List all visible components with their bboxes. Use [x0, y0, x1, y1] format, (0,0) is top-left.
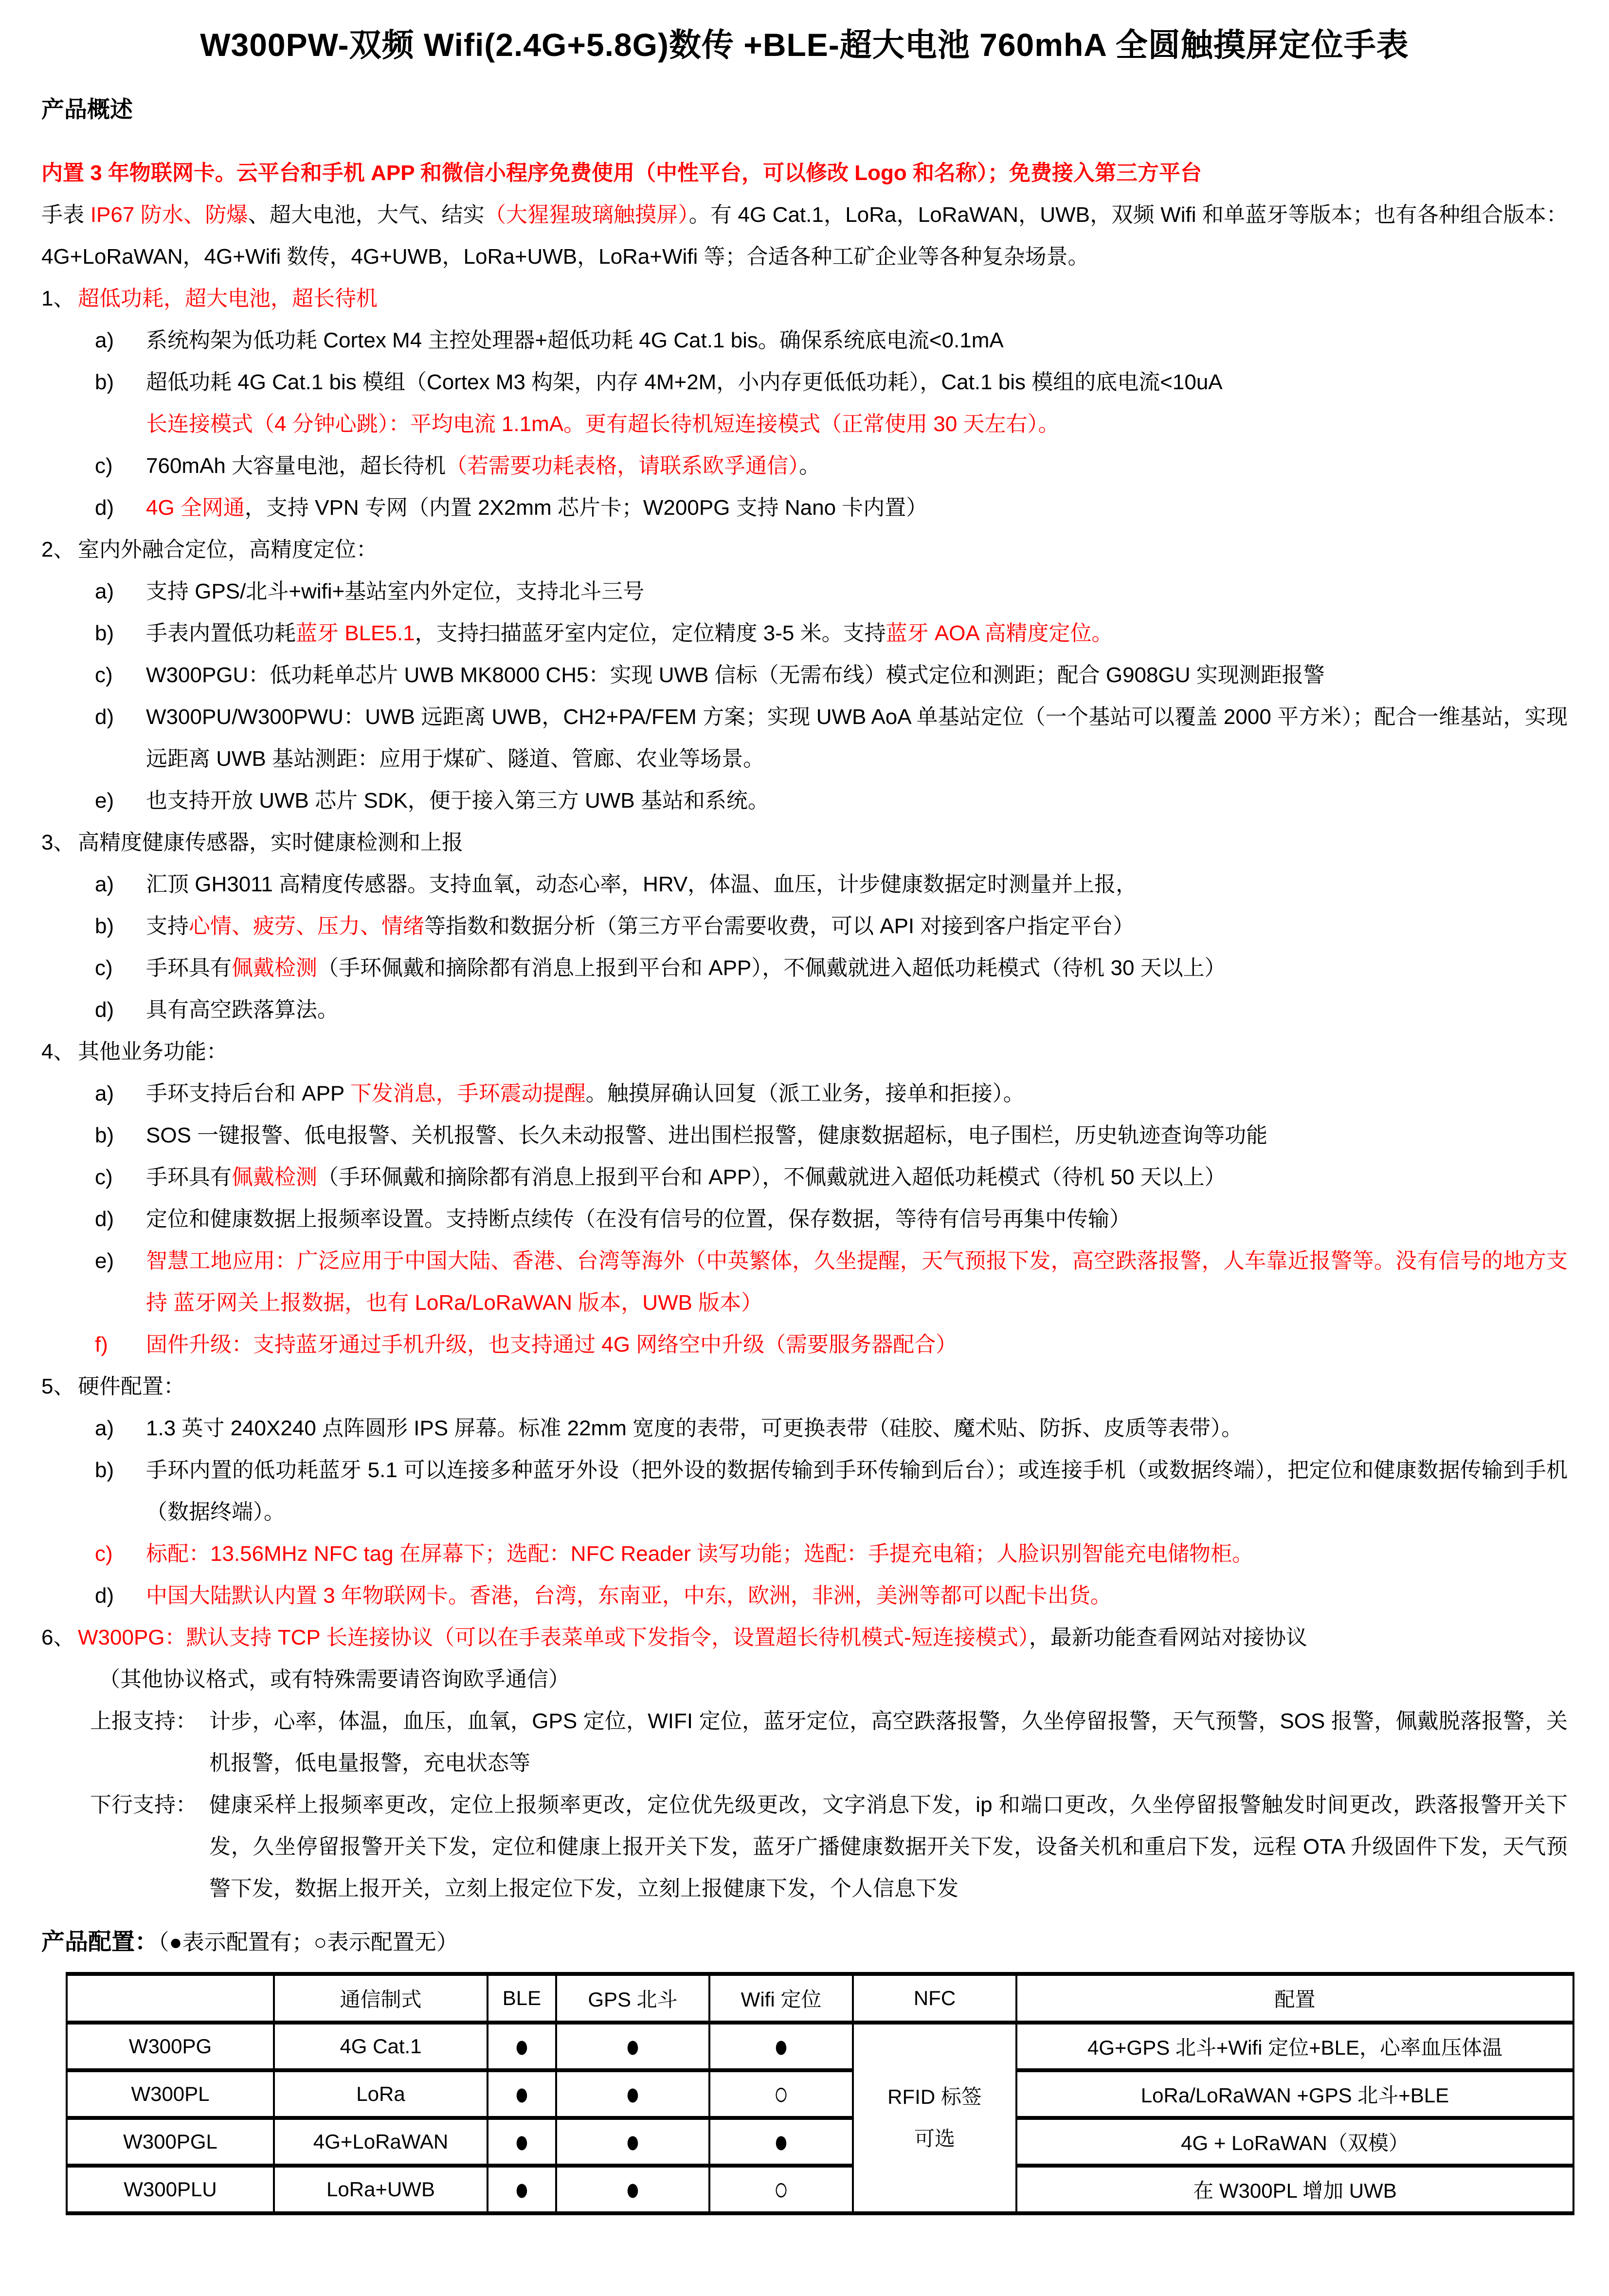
red-emphasis: 心情、疲劳、压力、情绪 — [189, 914, 424, 938]
item-text: 系统构架为低功耗 Cortex M4 主控处理器+超低功耗 4G Cat.1 bis。确保系统底电流<0.1mA — [146, 328, 1004, 352]
text-segment: （手环佩戴和摘除都有消息上报到平台和 APP），不佩戴就进入超低功耗模式（待机 30 天以上） — [317, 956, 1226, 980]
text-segment: ，最新功能查看网站对接协议 — [1029, 1626, 1307, 1649]
comm-cell: 4G+LoRaWAN — [274, 2118, 488, 2166]
open-circle-icon: ○ — [774, 2075, 789, 2112]
item-text: 也支持开放 UWB 芯片 SDK，便于接入第三方 UWB 基站和系统。 — [146, 789, 769, 813]
item-text — [146, 613, 1568, 654]
product-config-table — [66, 1972, 1574, 2215]
header-wifi: Wifi 定位 — [709, 1974, 853, 2023]
uplink-label: 上报支持： — [90, 1709, 197, 1733]
item-text: 智慧工地应用：广泛应用于中国大陆、香港、台湾等海外（中英繁体，久坐提醒，天气预报下发，高空跌落报警，人车靠近报警等。没有信号的地方支持 蓝牙网关上报数据，也有 LoRa/LoRaWAN 版本，UWB 版本） — [146, 1249, 1568, 1315]
nfc-span-cell — [853, 2023, 1016, 2213]
header-nfc: NFC — [853, 1974, 1016, 2023]
table-row — [67, 2166, 1573, 2213]
list-item-4f — [95, 1324, 1568, 1366]
item-marker: c) — [95, 1165, 113, 1189]
table-row — [67, 2118, 1573, 2166]
item-text — [146, 487, 1568, 529]
text-segment: 等指数和数据分析（第三方平台需要收费，可以 API 对接到客户指定平台） — [424, 914, 1135, 938]
text-segment: 手环具有 — [146, 1165, 232, 1189]
item-marker: f) — [95, 1333, 108, 1356]
list-item-2e — [95, 780, 1568, 822]
filled-circle-icon: ● — [625, 2075, 640, 2112]
red-emphasis: 蓝牙 AOA 高精度定位。 — [886, 621, 1113, 645]
section-6-heading — [41, 1617, 1568, 1659]
wifi-cell — [709, 2118, 853, 2166]
header-model — [67, 1974, 274, 2023]
filled-circle-icon: ● — [774, 2027, 789, 2064]
list-item-5d — [95, 1575, 1568, 1617]
item-text — [146, 947, 1568, 989]
item-marker: d) — [95, 705, 114, 729]
item-marker: d) — [95, 1584, 114, 1608]
downlink-text: 健康采样上报频率更改，定位上报频率更改，定位优先级更改，文字消息下发，ip 和端口更改，久坐停留报警触发时间更改，跌落报警开关下发，久坐停留报警开关下发，定位和健康上报开关下发，蓝牙广播健康数据开关下发，设备关机和重启下发，远程 OTA 升级固件下发，天气预警下发，数据上报开关，立刻上报定位下发，立刻上报健康下发，个人信息下发 — [209, 1793, 1568, 1900]
section-4-heading — [41, 1031, 1568, 1073]
item-text: 手环内置的低功耗蓝牙 5.1 可以连接多种蓝牙外设（把外设的数据传输到手环传输到后台）；或连接手机（或数据终端），把定位和健康数据传输到手机（数据终端）。 — [146, 1458, 1568, 1524]
page-title: W300PW-双频 Wifi(2.4G+5.8G)数传 +BLE-超大电池 760mhA 全圆触摸屏定位手表 — [200, 27, 1409, 63]
red-emphasis: 佩戴检测 — [232, 1165, 317, 1189]
section-title: 高精度健康传感器，实时健康检测和上报 — [78, 831, 463, 854]
section-title: 超低功耗，超大电池，超长待机 — [78, 287, 378, 310]
ble-cell — [488, 2118, 556, 2166]
list-item-1c — [95, 445, 1568, 487]
model-cell: W300PGL — [67, 2118, 274, 2166]
open-circle-icon: ○ — [774, 2170, 789, 2207]
item-marker: d) — [95, 998, 114, 1022]
red-emphasis: （若需要功耗表格，请联系欧孚通信） — [446, 454, 799, 478]
section-number: 6、 — [41, 1626, 75, 1649]
item-text — [146, 1073, 1568, 1115]
wifi-cell — [709, 2166, 853, 2213]
item-marker: c) — [95, 454, 113, 478]
item-marker: c) — [95, 663, 113, 687]
item-text — [146, 905, 1568, 947]
section-2-heading — [41, 529, 1568, 571]
section-text — [78, 1617, 1568, 1659]
item-text: 中国大陆默认内置 3 年物联网卡。香港，台湾，东南亚，中东，欧洲，非洲，美洲等都可以配卡出货。 — [146, 1584, 1112, 1608]
document-page — [0, 20, 1609, 2215]
gps-cell — [556, 2023, 709, 2070]
filled-circle-icon: ● — [774, 2123, 789, 2160]
uplink-support-row — [90, 1700, 1568, 1784]
item-text: 固件升级：支持蓝牙通过手机升级，也支持通过 4G 网络空中升级（需要服务器配合） — [146, 1333, 958, 1356]
text-segment: 。 — [799, 454, 821, 478]
table-row — [67, 2070, 1573, 2118]
list-item-1d — [95, 487, 1568, 529]
config-caption — [41, 1920, 1568, 1964]
filled-circle-icon: ● — [514, 2075, 529, 2112]
table-row — [67, 2023, 1573, 2070]
overview-heading: 产品概述 — [41, 96, 133, 122]
config-caption-legend: （●表示配置有；○表示配置无） — [158, 1930, 458, 1954]
overview-paragraph — [41, 194, 1568, 278]
section-6-note: （其他协议格式，或有特殊需要请咨询欧孚通信） — [99, 1667, 570, 1691]
item-text: 标配：13.56MHz NFC tag 在屏幕下；选配：NFC Reader 读写功能；选配：手提充电箱；人脸识别智能充电储物柜。 — [146, 1542, 1253, 1566]
model-cell: W300PLU — [67, 2166, 274, 2213]
item-marker: b) — [95, 370, 114, 394]
item-text: W300PU/W300PWU：UWB 远距离 UWB，CH2+PA/FEM 方案；实现 UWB AoA 单基站定位（一个基站可以覆盖 2000 平方米）；配合一维基站，实现远距离 UWB 基站测距：应用于煤矿、隧道、管廊、农业等场景。 — [146, 705, 1568, 771]
ble-cell — [488, 2166, 556, 2213]
header-comm: 通信制式 — [274, 1974, 488, 2023]
red-emphasis: 蓝牙 BLE5.1 — [296, 621, 415, 645]
list-item-1b-note: 长连接模式（4 分钟心跳）：平均电流 1.1mA。更有超长待机短连接模式（正常使用 30 天左右）。 — [146, 412, 1060, 436]
ble-cell — [488, 2023, 556, 2070]
config-caption-title: 产品配置： — [41, 1929, 159, 1955]
list-item-5c — [95, 1533, 1568, 1575]
config-cell: 4G + LoRaWAN（双模） — [1016, 2118, 1573, 2166]
gps-cell — [556, 2118, 709, 2166]
list-item-3a — [95, 864, 1568, 905]
red-emphasis: 佩戴检测 — [232, 956, 317, 980]
intro-highlight-line: 内置 3 年物联网卡。云平台和手机 APP 和微信小程序免费使用（中性平台，可以修改 Logo 和名称）；免费接入第三方平台 — [41, 161, 1202, 185]
item-text: 具有高空跌落算法。 — [146, 998, 339, 1022]
section-1-heading — [41, 278, 1568, 320]
section-number: 5、 — [41, 1374, 75, 1398]
item-marker: a) — [95, 579, 114, 603]
list-item-4b — [95, 1115, 1568, 1157]
section-number: 1、 — [41, 287, 75, 310]
ble-cell — [488, 2070, 556, 2118]
section-title: 硬件配置： — [78, 1374, 185, 1398]
comm-cell: LoRa+UWB — [274, 2166, 488, 2213]
item-marker: a) — [95, 328, 114, 352]
item-text: 定位和健康数据上报频率设置。支持断点续传（在没有信号的位置，保存数据，等待有信号再集中传输） — [146, 1207, 1131, 1231]
filled-circle-icon: ● — [514, 2027, 529, 2064]
wifi-cell — [709, 2070, 853, 2118]
list-item-2d — [95, 696, 1568, 780]
para-segment: 、超大电池，大气、结实 — [248, 203, 485, 227]
item-marker: e) — [95, 1249, 114, 1273]
item-marker: a) — [95, 1416, 114, 1440]
section-number: 4、 — [41, 1040, 75, 1064]
comm-cell: 4G Cat.1 — [274, 2023, 488, 2070]
red-emphasis: 4G 全网通 — [146, 496, 245, 520]
list-item-3b — [95, 905, 1568, 947]
item-text — [146, 1157, 1568, 1198]
text-segment: 支持 — [146, 914, 189, 938]
list-item-4e — [95, 1240, 1568, 1324]
item-text: W300PGU：低功耗单芯片 UWB MK8000 CH5：实现 UWB 信标（无需布线）模式定位和测距；配合 G908GU 实现测距报警 — [146, 663, 1325, 687]
item-text: 汇顶 GH3011 高精度传感器。支持血氧，动态心率，HRV，体温、血压，计步健康数据定时测量并上报， — [146, 872, 1138, 896]
item-marker: c) — [95, 956, 113, 980]
text-segment: 。触摸屏确认回复（派工业务，接单和拒接）。 — [585, 1082, 1025, 1105]
text-segment: 手环支持后台和 APP — [146, 1082, 350, 1105]
list-item-4a — [95, 1073, 1568, 1115]
list-item-2c — [95, 654, 1568, 696]
section-number: 2、 — [41, 538, 75, 561]
list-item-3d — [95, 989, 1568, 1031]
item-text: 1.3 英寸 240X240 点阵圆形 IPS 屏幕。标准 22mm 宽度的表带，可更换表带（硅胶、魔术贴、防拆、皮质等表带）。 — [146, 1416, 1243, 1440]
model-cell: W300PL — [67, 2070, 274, 2118]
section-3-heading — [41, 822, 1568, 864]
text-segment: 手表内置低功耗 — [146, 621, 296, 645]
list-item-5a — [95, 1408, 1568, 1449]
para-segment: 手表 — [41, 203, 90, 227]
section-number: 3、 — [41, 831, 75, 854]
model-cell: W300PG — [67, 2023, 274, 2070]
nfc-text-line: RFID 标签 — [887, 2085, 982, 2108]
red-emphasis: W300PG：默认支持 TCP 长连接协议（可以在手表菜单或下发指令，设置超长待机模式-短连接模式） — [78, 1626, 1029, 1649]
item-marker: b) — [95, 1458, 114, 1482]
red-emphasis: 下发消息，手环震动提醒 — [350, 1082, 586, 1105]
header-gps: GPS 北斗 — [556, 1974, 709, 2023]
wifi-cell — [709, 2023, 853, 2070]
item-text: 支持 GPS/北斗+wifi+基站室内外定位，支持北斗三号 — [146, 579, 645, 603]
gps-cell — [556, 2070, 709, 2118]
item-marker: d) — [95, 496, 114, 520]
item-marker: b) — [95, 621, 114, 645]
config-cell: 4G+GPS 北斗+Wifi 定位+BLE，心率血压体温 — [1016, 2023, 1573, 2070]
text-segment: 手环具有 — [146, 956, 232, 980]
filled-circle-icon: ● — [514, 2170, 529, 2207]
filled-circle-icon: ● — [625, 2123, 640, 2160]
item-marker: a) — [95, 872, 114, 896]
downlink-support-row — [90, 1784, 1568, 1910]
text-segment: ，支持 VPN 专网（内置 2X2mm 芯片卡；W200PG 支持 Nano 卡内置） — [244, 496, 928, 520]
config-cell: LoRa/LoRaWAN +GPS 北斗+BLE — [1016, 2070, 1573, 2118]
section-title: 室内外融合定位，高精度定位： — [78, 538, 378, 561]
gps-cell — [556, 2166, 709, 2213]
list-item-2a — [95, 571, 1568, 613]
item-marker: a) — [95, 1082, 114, 1105]
nfc-text-line: 可选 — [914, 2127, 955, 2150]
item-text — [146, 445, 1568, 487]
list-item-2b — [95, 613, 1568, 654]
comm-cell: LoRa — [274, 2070, 488, 2118]
item-text: 超低功耗 4G Cat.1 bis 模组（Cortex M3 构架，内存 4M+2M，小内存更低低功耗），Cat.1 bis 模组的底电流<10uA — [146, 370, 1223, 394]
list-item-4d — [95, 1198, 1568, 1240]
list-item-4c — [95, 1157, 1568, 1198]
list-item-1a — [95, 320, 1568, 362]
header-ble: BLE — [488, 1974, 556, 2023]
section-5-heading — [41, 1366, 1568, 1408]
section-title: 其他业务功能： — [78, 1040, 228, 1064]
filled-circle-icon: ● — [625, 2027, 640, 2064]
table-header-row — [67, 1974, 1573, 2023]
filled-circle-icon: ● — [625, 2170, 640, 2207]
item-text: SOS 一键报警、低电报警、关机报警、长久未动报警、进出围栏报警，健康数据超标，电子围栏，历史轨迹查询等功能 — [146, 1123, 1268, 1147]
item-marker: c) — [95, 1542, 113, 1566]
filled-circle-icon: ● — [514, 2123, 529, 2160]
text-segment: （手环佩戴和摘除都有消息上报到平台和 APP），不佩戴就进入超低功耗模式（待机 50 天以上） — [317, 1165, 1226, 1189]
item-marker: b) — [95, 1123, 114, 1147]
list-item-1b — [95, 362, 1568, 403]
item-marker: d) — [95, 1207, 114, 1231]
para-red-emphasis: IP67 防水、防爆 — [90, 203, 248, 227]
item-marker: e) — [95, 789, 114, 813]
list-item-5b — [95, 1449, 1568, 1533]
downlink-label: 下行支持： — [90, 1793, 197, 1817]
text-segment: 760mAh 大容量电池，超长待机 — [146, 454, 446, 478]
list-item-3c — [95, 947, 1568, 989]
item-marker: b) — [95, 914, 114, 938]
para-red-emphasis: （大猩猩玻璃触摸屏） — [484, 203, 689, 227]
header-config: 配置 — [1016, 1974, 1573, 2023]
text-segment: ，支持扫描蓝牙室内定位，定位精度 3-5 米。支持 — [415, 621, 886, 645]
config-cell: 在 W300PL 增加 UWB — [1016, 2166, 1573, 2213]
para-segment: 。有 4G Cat.1，LoRa，LoRaWAN，UWB，双频 Wifi 和单蓝牙等版本；也有各种组合版本：4G+LoRaWAN，4G+Wifi 数传，4G+UWB，LoRa+UWB，LoRa+Wifi 等；合适各种工矿企业等各种复杂场景。 — [41, 203, 1568, 269]
uplink-text: 计步，心率，体温，血压，血氧，GPS 定位，WIFI 定位，蓝牙定位，高空跌落报警，久坐停留报警，天气预警，SOS 报警，佩戴脱落报警，关机报警，低电量报警，充电状态等 — [209, 1709, 1568, 1775]
